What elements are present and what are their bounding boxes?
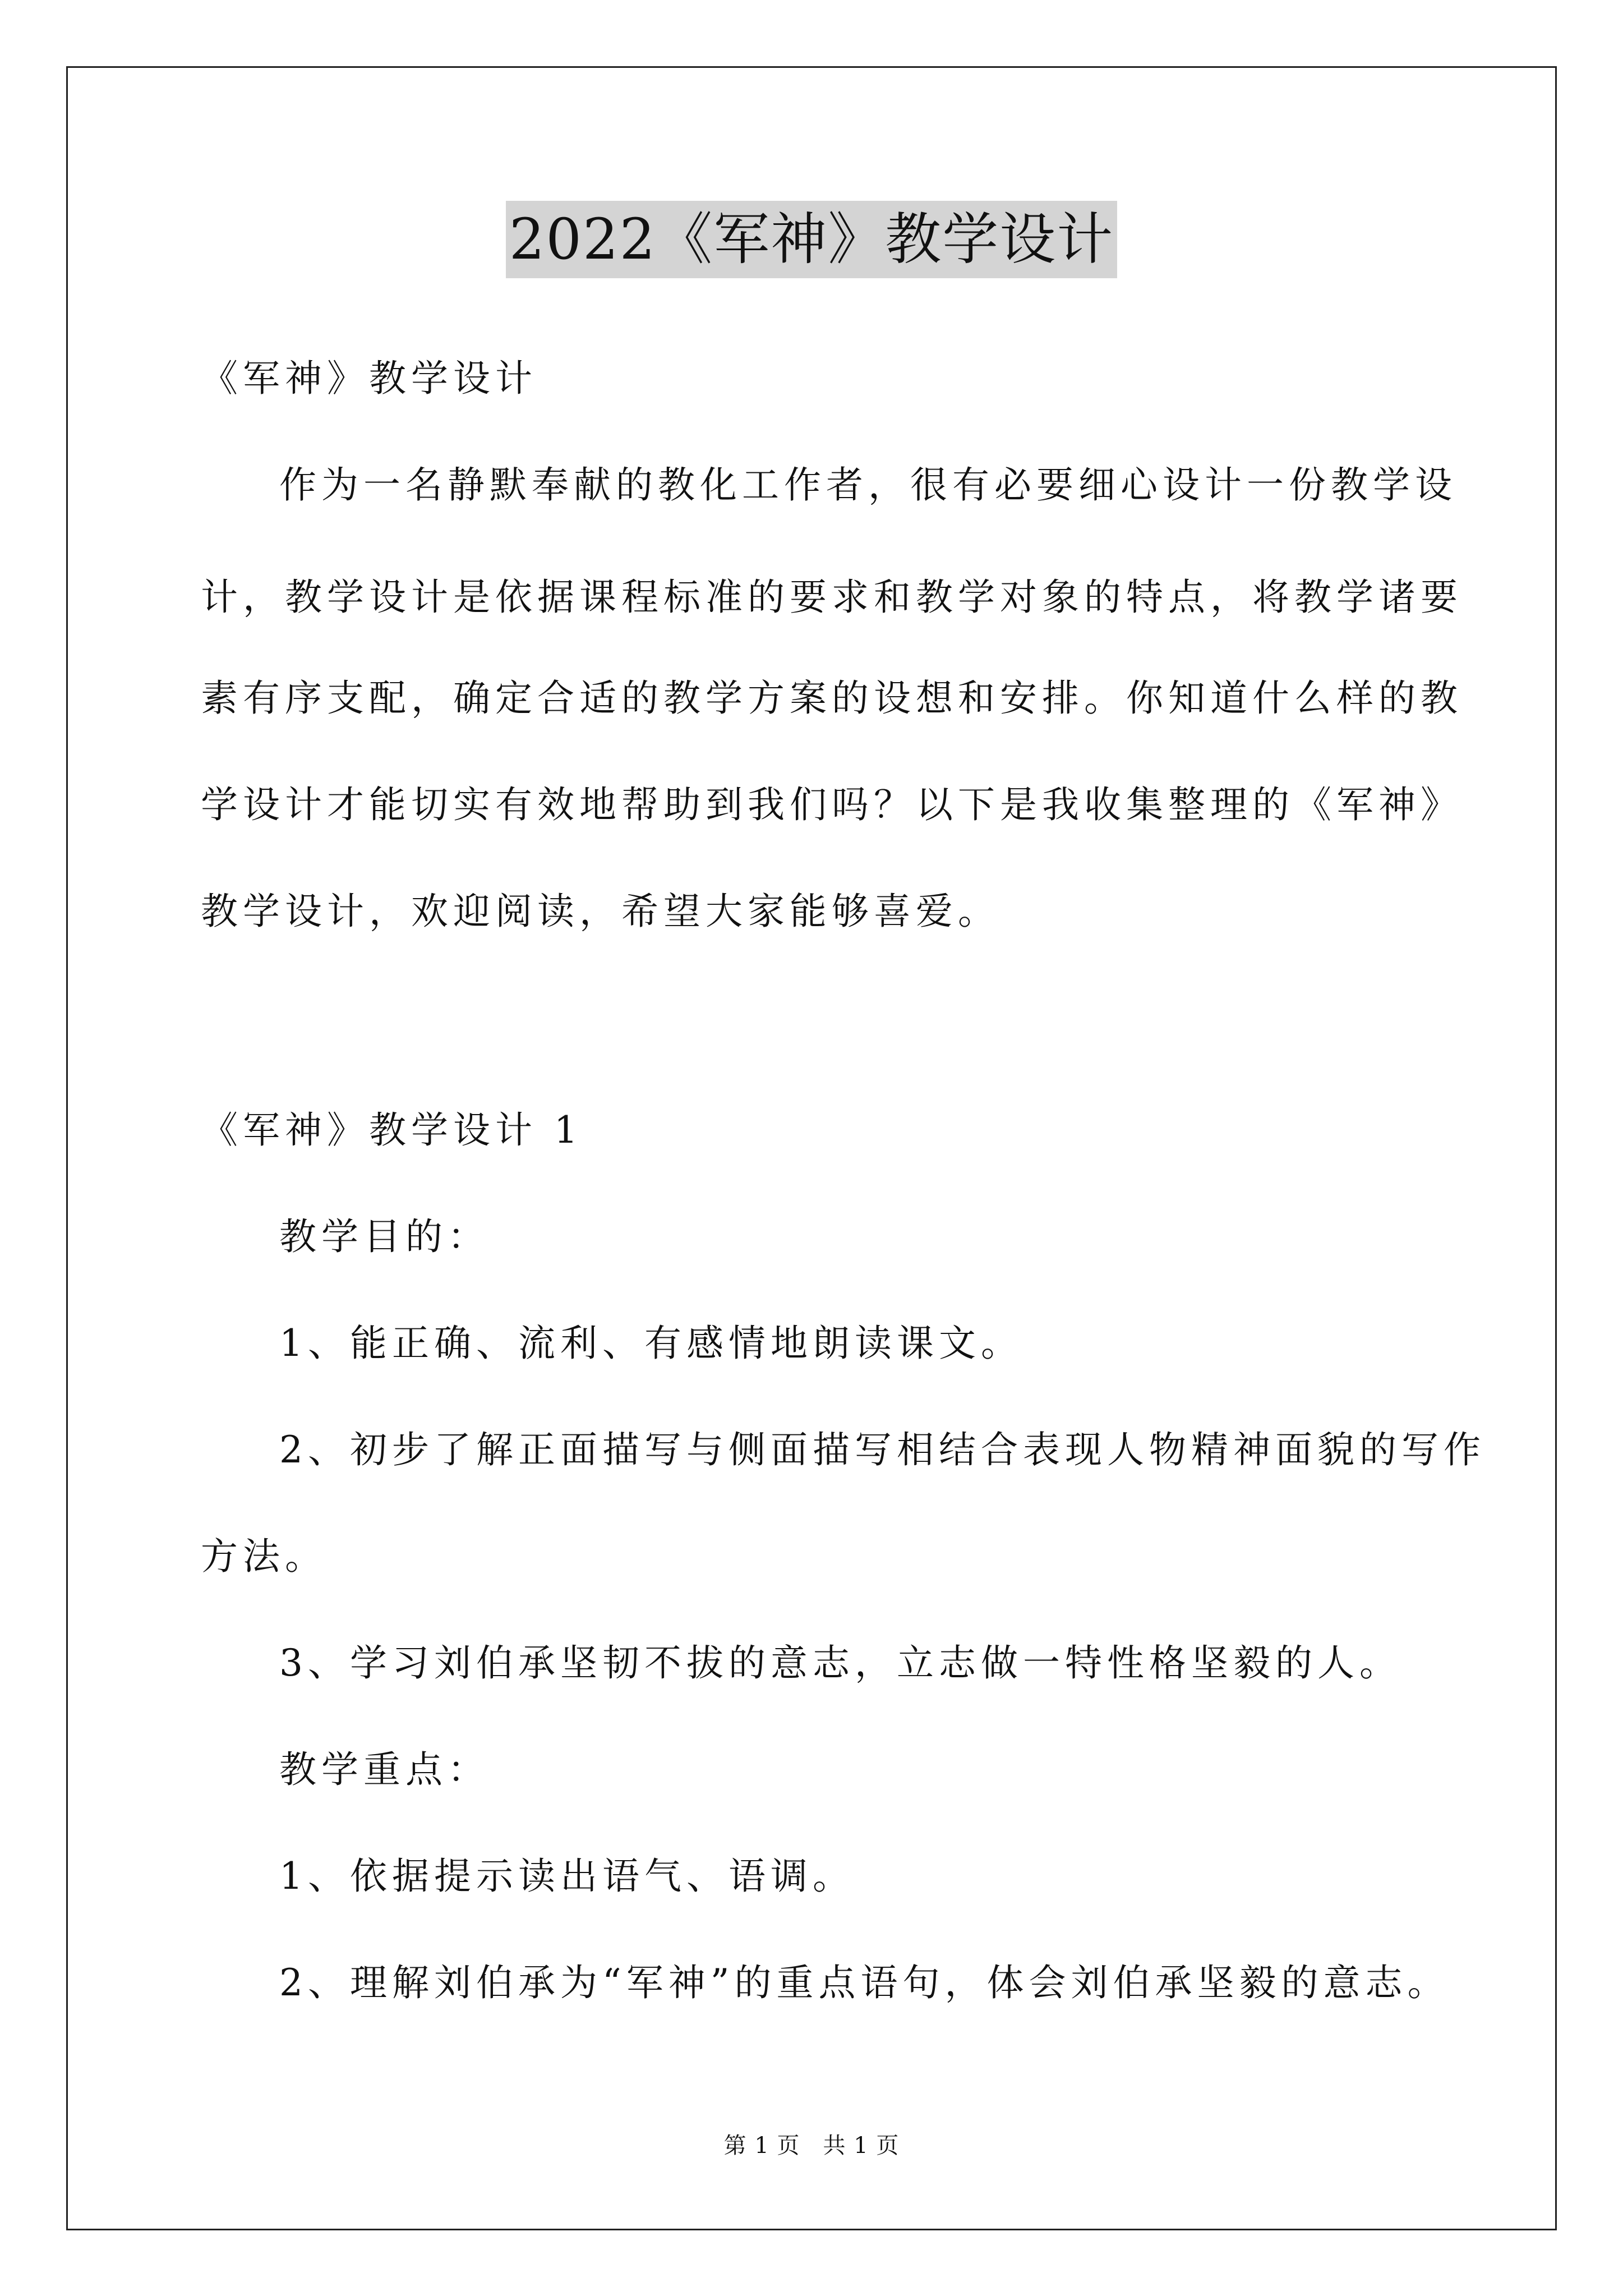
section-heading: 《军神》教学设计 — [201, 357, 537, 400]
intro-paragraph-line: 教学设计，欢迎阅读，希望大家能够喜爱。 — [201, 890, 1000, 933]
subheading: 教学目的： — [279, 1215, 490, 1258]
section-heading: 《军神》教学设计 1 — [201, 1108, 583, 1152]
list-item: 1、依据提示读出语气、语调。 — [279, 1855, 855, 1898]
list-item: 2、初步了解正面描写与侧面描写相结合表现人物精神面貌的写作 — [279, 1428, 1486, 1471]
list-item: 3、学习刘伯承坚韧不拔的意志，立志做一特性格坚毅的人。 — [279, 1641, 1401, 1685]
intro-paragraph-line: 学设计才能切实有效地帮助到我们吗？以下是我收集整理的《军神》 — [201, 783, 1463, 826]
subheading: 教学重点： — [279, 1748, 490, 1791]
list-item: 1、能正确、流利、有感情地朗读课文。 — [279, 1322, 1023, 1365]
list-item-continuation: 方法。 — [201, 1535, 327, 1578]
document-title: 2022《军神》教学设计 — [506, 201, 1118, 278]
page-footer: 第 1 页 共 1 页 — [723, 2133, 900, 2159]
intro-paragraph-line: 素有序支配，确定合适的教学方案的设想和安排。你知道什么样的教 — [201, 677, 1463, 720]
list-item: 2、理解刘伯承为“军神”的重点语句，体会刘伯承坚毅的意志。 — [279, 1961, 1450, 2004]
intro-paragraph-line: 作为一名静默奉献的教化工作者，很有必要细心设计一份教学设 — [279, 463, 1457, 507]
title-container — [0, 201, 1623, 278]
intro-paragraph-line: 计，教学设计是依据课程标准的要求和教学对象的特点，将教学诸要 — [201, 576, 1463, 619]
